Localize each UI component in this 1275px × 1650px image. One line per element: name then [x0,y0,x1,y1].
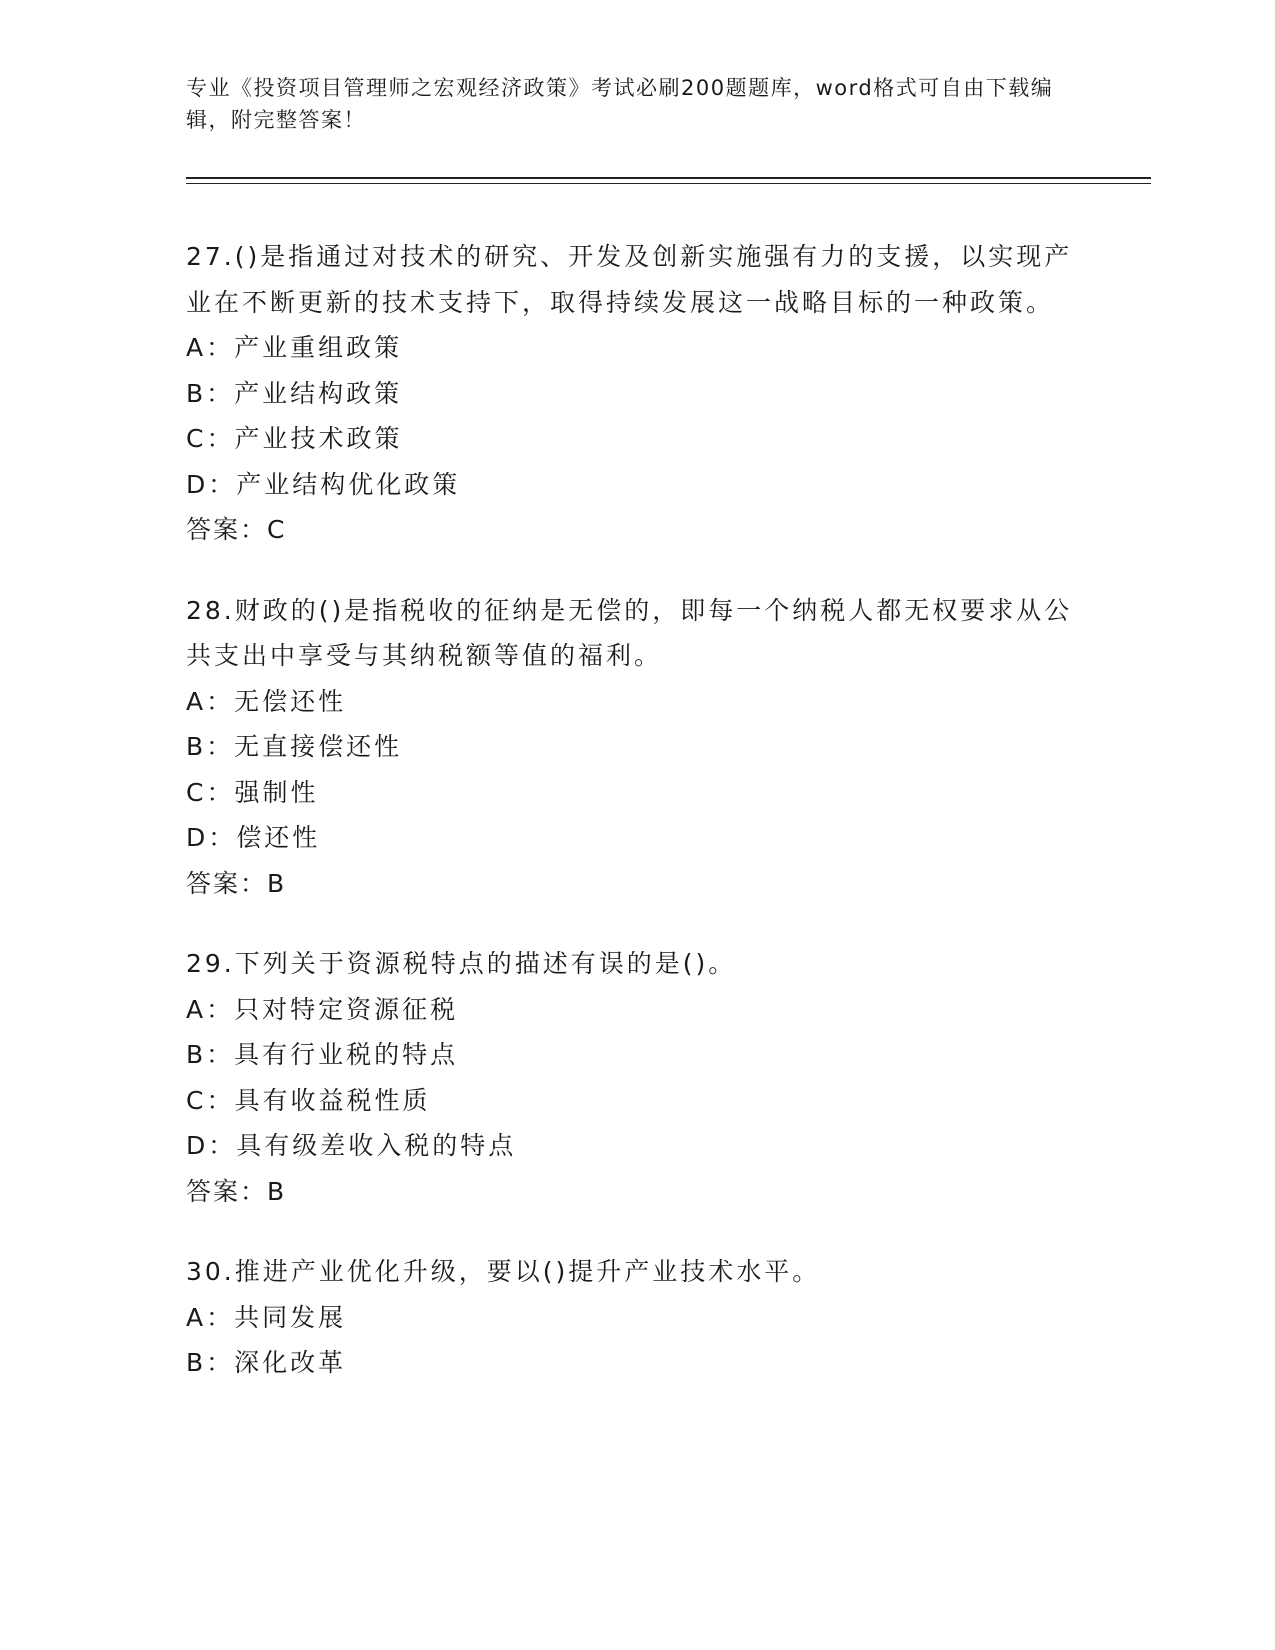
question-list [186,234,1086,1421]
question-28 [186,588,1086,907]
question-stem: 28.财政的()是指税收的征纳是无偿的，即每一个纳税人都无权要求从公共支出中享受与其纳税额等值的福利。 [186,595,1073,670]
option-b: B：深化改革 [186,1348,347,1377]
answer-line: 答案：B [186,868,287,898]
option-d: D：偿还性 [186,823,321,852]
question-stem: 29.下列关于资源税特点的描述有误的是()。 [186,949,737,978]
option-a: A：只对特定资源征税 [186,994,459,1024]
question-30 [186,1249,1086,1386]
answer-line: 答案：B [186,1176,287,1206]
option-c: C：强制性 [186,777,319,807]
header-divider-thick [186,177,1151,179]
option-d: D：具有级差收入税的特点 [186,1131,517,1160]
option-d: D：产业结构优化政策 [186,469,461,499]
document-header: 专业《投资项目管理师之宏观经济政策》考试必刷200题题库，word格式可自由下载编辑，附完整答案！ [186,76,1054,132]
option-a: A：共同发展 [186,1302,347,1332]
option-a: A：无偿还性 [186,686,347,716]
answer-line: 答案：C [186,515,287,544]
question-stem: 30.推进产业优化升级，要以()提升产业技术水平。 [186,1257,821,1286]
option-a: A：产业重组政策 [186,333,403,362]
option-c: C：产业技术政策 [186,424,403,453]
option-c: C：具有收益税性质 [186,1085,431,1115]
question-stem: 27.()是指通过对技术的研究、开发及创新实施强有力的支援，以实现产业在不断更新的技术支持下，取得持续发展这一战略目标的一种政策。 [186,242,1073,317]
question-29 [186,941,1086,1214]
option-b: B：具有行业税的特点 [186,1040,459,1069]
option-b: B：产业结构政策 [186,378,403,408]
option-b: B：无直接偿还性 [186,732,403,761]
header-divider-thin [186,183,1151,184]
question-27 [186,234,1086,553]
